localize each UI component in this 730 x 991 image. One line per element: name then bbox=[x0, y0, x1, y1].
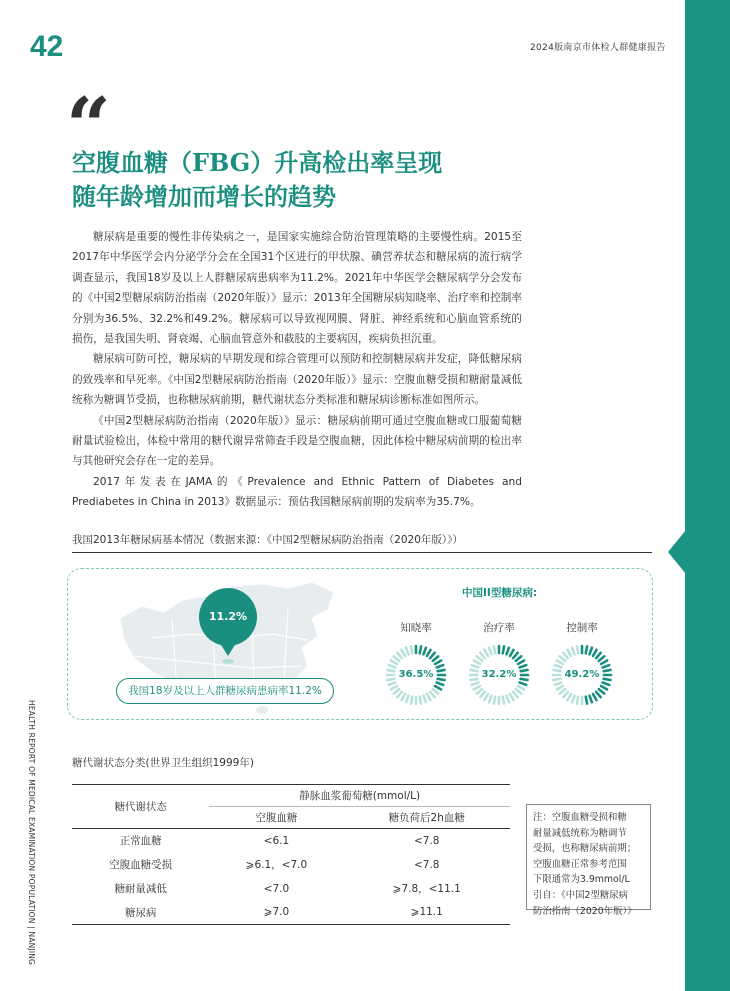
side-band bbox=[685, 0, 730, 991]
headline-line-1: 空腹血糖（FBG）升高检出率呈现 bbox=[72, 148, 443, 177]
type2-diabetes-title: 中国II型糖尿病: bbox=[462, 587, 538, 599]
metric-label-treatment: 治疗率 bbox=[483, 622, 515, 634]
post2h-cell: <7.8 bbox=[343, 829, 510, 853]
ring-tick bbox=[430, 653, 435, 658]
ring-tick bbox=[474, 661, 480, 665]
ring-tick bbox=[391, 686, 397, 690]
ring-tick bbox=[555, 665, 562, 667]
ring-tick bbox=[424, 696, 426, 703]
group-header-cell: 静脉血浆葡萄糖(mmol/L) bbox=[209, 785, 510, 807]
ring-tick bbox=[513, 692, 518, 697]
ring-tick bbox=[555, 683, 562, 685]
side-arrow-marker bbox=[668, 530, 686, 574]
metric-value-treatment: 32.2% bbox=[481, 669, 517, 680]
fasting-cell: <6.1 bbox=[209, 829, 343, 853]
ring-tick bbox=[603, 683, 610, 685]
fasting-cell: ⩾7.0 bbox=[209, 901, 343, 925]
ring-tick bbox=[477, 689, 482, 694]
ring-tick bbox=[411, 697, 412, 704]
ring-tick bbox=[520, 683, 527, 685]
metric-label-awareness: 知晓率 bbox=[400, 622, 432, 634]
ring-tick bbox=[577, 646, 578, 653]
ring-tick bbox=[433, 689, 438, 694]
ring-tick bbox=[572, 696, 574, 703]
ring-tick bbox=[411, 646, 412, 653]
ring-tick bbox=[596, 692, 601, 697]
ring-tick bbox=[424, 648, 426, 655]
ring-tick bbox=[577, 697, 578, 704]
ring-tick bbox=[489, 696, 491, 703]
status-cell: 糖尿病 bbox=[72, 901, 209, 925]
ring-tick bbox=[563, 692, 568, 697]
table-row bbox=[72, 853, 510, 877]
ring-tick bbox=[586, 697, 587, 704]
note-line: 防治指南（2020年版）》 bbox=[533, 905, 637, 917]
note-line: 引自：《中国2型糖尿病 bbox=[533, 889, 629, 901]
ring-tick bbox=[437, 665, 444, 667]
ring-tick bbox=[590, 696, 592, 703]
col-header-fasting: 空腹血糖 bbox=[255, 812, 298, 824]
ring-tick bbox=[518, 686, 524, 690]
note-line: 注：空腹血糖受损和糖 bbox=[533, 812, 627, 823]
ring-tick bbox=[568, 694, 572, 700]
ring-tick bbox=[480, 692, 485, 697]
ring-tick bbox=[601, 661, 607, 665]
note-line: 空腹血糖正常参考范围 bbox=[533, 858, 627, 870]
ring-tick bbox=[437, 683, 444, 685]
ring-tick bbox=[510, 650, 514, 656]
ring-tick bbox=[563, 653, 568, 658]
col-header-post2h: 糖负荷后2h血糖 bbox=[388, 812, 465, 824]
ring-tick bbox=[430, 692, 435, 697]
ring-tick bbox=[516, 689, 521, 694]
ring-tick bbox=[516, 656, 521, 661]
vertical-footer-text: HEALTH REPORT OF MEDICAL EXAMINATION POPULATION | NANJING bbox=[27, 700, 36, 966]
metabolism-table-title: 糖代谢状态分类(世界卫生组织1999年) bbox=[72, 757, 254, 769]
fasting-cell: <7.0 bbox=[263, 882, 290, 895]
ring-tick bbox=[590, 648, 592, 655]
fasting-cell: ⩾6.1，<7.0 bbox=[245, 859, 308, 871]
note-line: 下限通常为3.9mmol/L bbox=[533, 874, 630, 886]
ring-tick bbox=[394, 689, 399, 694]
post2h-cell: ⩾7.8，<11.1 bbox=[392, 883, 461, 895]
ring-tick bbox=[503, 697, 504, 704]
ring-tick bbox=[593, 694, 597, 700]
ring-tick bbox=[402, 694, 406, 700]
ring-tick bbox=[472, 683, 479, 685]
note-line: 耐量减低统称为糖调节 bbox=[533, 827, 627, 839]
ring-tick bbox=[391, 661, 397, 665]
ring-tick bbox=[596, 653, 601, 658]
ring-tick bbox=[507, 648, 509, 655]
body-paragraph: 糖尿病可防可控，糖尿病的早期发现和综合管理可以预防和控制糖尿病并发症，降低糖尿病的致残率和早死率。《中国2型糖尿病防治指南（2020年版）》显示：空腹血糖受损和糖耐量减低统称为糖调节受损，也称糖尿病前期，糖代谢状态分类标准和糖尿病诊断标准如图所示。 bbox=[72, 353, 522, 407]
ring-tick bbox=[427, 650, 431, 656]
infographic-title-rule bbox=[72, 552, 652, 553]
note-box bbox=[526, 804, 651, 917]
ring-tick bbox=[586, 646, 587, 653]
ring-tick bbox=[599, 689, 604, 694]
ring-tick bbox=[427, 694, 431, 700]
table-row bbox=[72, 829, 510, 853]
ring-tick bbox=[474, 686, 480, 690]
table-row bbox=[72, 901, 510, 925]
ring-tick bbox=[480, 653, 485, 658]
metabolism-table bbox=[72, 784, 510, 925]
infographic-title: 我国2013年糖尿病基本情况（数据来源：《中国2型糖尿病防治指南（2020年版）》） bbox=[72, 534, 463, 546]
ring-tick bbox=[510, 694, 514, 700]
row-header-cell: 糖代谢状态 bbox=[72, 785, 209, 829]
ring-tick bbox=[389, 683, 396, 685]
page-number: 42 bbox=[30, 30, 64, 63]
ring-tick bbox=[603, 665, 610, 667]
ring-tick bbox=[503, 646, 504, 653]
body-paragraph: 《中国2型糖尿病防治指南（2020年版）》显示：糖尿病前期可通过空腹血糖或口服葡萄糖耐量试验检出，体检中常用的糖代谢异常筛查手段是空腹血糖，因此体检中糖尿病前期的检出率与其他研究会存在一定的差异。 bbox=[72, 414, 522, 468]
prevalence-pin-tail bbox=[218, 640, 238, 656]
headline-line-2: 随年龄增加而增长的趋势 bbox=[72, 182, 336, 211]
quote-mark-icon: “ bbox=[66, 81, 111, 172]
ring-tick bbox=[472, 665, 479, 667]
body-paragraph: 2017年发表在JAMA的《Prevalence and Ethnic Pattern of Diabetes and Prediabetes in China in 2013》数据显示：预估我国糖尿病前期的发病率为35.7%。 bbox=[72, 475, 522, 509]
ring-tick bbox=[507, 696, 509, 703]
vertical-footer bbox=[24, 700, 38, 966]
headline bbox=[72, 146, 442, 214]
status-cell: 糖耐量减低 bbox=[114, 883, 167, 895]
prevalence-label: 我国18岁及以上人群糖尿病患病率11.2% bbox=[116, 678, 334, 704]
prevalence-pin-shadow bbox=[222, 659, 234, 664]
ring-tick bbox=[389, 665, 396, 667]
ring-tick bbox=[494, 646, 495, 653]
ring-tick bbox=[518, 661, 524, 665]
ring-tick bbox=[599, 656, 604, 661]
ring-tick bbox=[593, 650, 597, 656]
ring-tick bbox=[513, 653, 518, 658]
ring-tick bbox=[420, 646, 421, 653]
body-paragraph: 糖尿病是重要的慢性非传染病之一，是国家实施综合防治管理策略的主要慢性病。2015至2017年中华医学会内分泌学分会在全国31个区进行的甲状腺、碘营养状态和糖尿病的流行病学调查显示，我国18岁及以上人群糖尿病患病率为11.2%。2021年中华医学会糖尿病学分会发布的《中国2型糖尿病防治指南（2020年版）》显示：2013年全国糖尿病知晓率、治疗率和控制率分别为36.5%、32.2%和49.2%。糖尿病可以导致视网膜、肾脏、神经系统和心脑血管系统的损伤，是我国失明、肾衰竭、心脑血管意外和截肢的主要病因，疾病负担沉重。 bbox=[72, 231, 522, 346]
ring-tick bbox=[406, 648, 408, 655]
ring-tick bbox=[402, 650, 406, 656]
ring-tick bbox=[520, 665, 527, 667]
table-row bbox=[72, 877, 510, 901]
ring-tick bbox=[477, 656, 482, 661]
ring-tick bbox=[560, 656, 565, 661]
body-text bbox=[72, 227, 522, 513]
ring-tick bbox=[397, 653, 402, 658]
ring-tick bbox=[406, 696, 408, 703]
ring-tick bbox=[560, 689, 565, 694]
note-line: 受损，也称糖尿病前期； bbox=[533, 843, 637, 855]
ring-tick bbox=[568, 650, 572, 656]
metric-value-awareness: 36.5% bbox=[398, 669, 434, 680]
metric-value-control: 49.2% bbox=[564, 669, 600, 680]
ring-tick bbox=[557, 686, 563, 690]
post2h-cell: <7.8 bbox=[413, 858, 440, 871]
prevalence-pin: 11.2% bbox=[199, 588, 257, 646]
ring-tick bbox=[397, 692, 402, 697]
ring-tick bbox=[420, 697, 421, 704]
ring-tick bbox=[557, 661, 563, 665]
status-cell: 正常血糖 bbox=[72, 829, 209, 853]
ring-tick bbox=[572, 648, 574, 655]
ring-tick bbox=[435, 686, 441, 690]
ring-tick bbox=[433, 656, 438, 661]
ring-tick bbox=[394, 656, 399, 661]
metric-label-control: 控制率 bbox=[566, 622, 598, 634]
report-title: 2024版南京市体检人群健康报告 bbox=[530, 43, 666, 53]
ring-tick bbox=[485, 650, 489, 656]
ring-tick bbox=[489, 648, 491, 655]
post2h-cell: ⩾11.1 bbox=[343, 901, 510, 925]
ring-tick bbox=[494, 697, 495, 704]
ring-tick bbox=[485, 694, 489, 700]
ring-tick bbox=[435, 661, 441, 665]
status-cell: 空腹血糖受损 bbox=[109, 859, 173, 871]
ring-tick bbox=[601, 686, 607, 690]
